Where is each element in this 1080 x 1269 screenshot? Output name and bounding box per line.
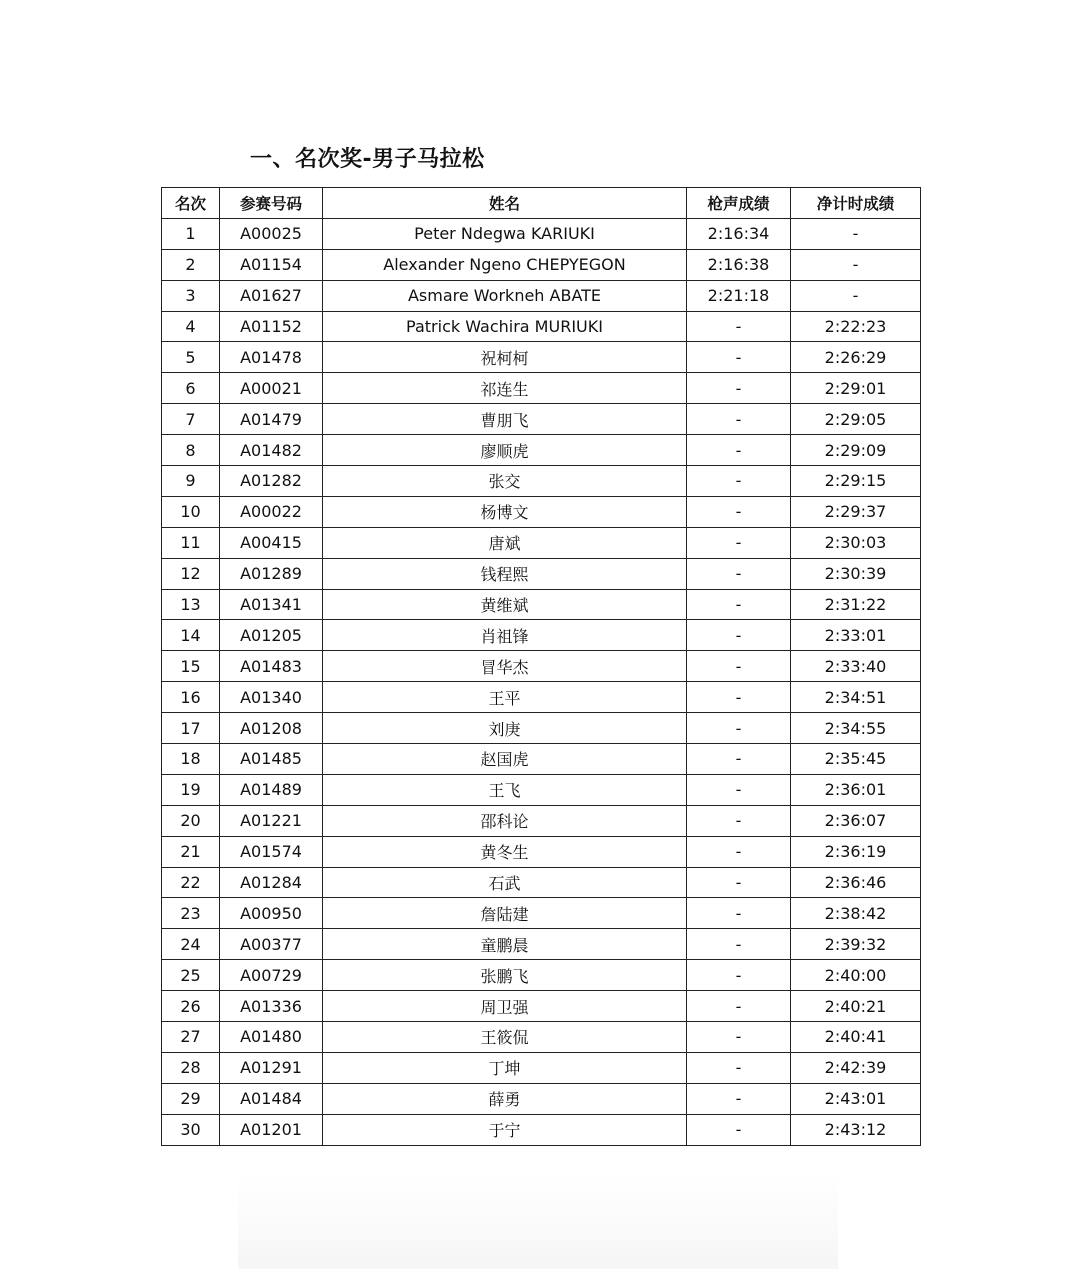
cell-name: 张鹏飞 <box>323 960 687 991</box>
cell-rank: 14 <box>162 620 220 651</box>
cell-bib: A01205 <box>220 620 323 651</box>
cell-gun-time: - <box>687 744 791 775</box>
table-row <box>162 404 921 435</box>
cell-gun-time: - <box>687 496 791 527</box>
cell-name: Peter Ndegwa KARIUKI <box>323 218 687 249</box>
cell-gun-time: - <box>687 867 791 898</box>
cell-gun-time: - <box>687 558 791 589</box>
cell-bib: A01201 <box>220 1114 323 1145</box>
cell-gun-time: - <box>687 991 791 1022</box>
cell-name: 王筱侃 <box>323 1022 687 1053</box>
cell-net-time: 2:40:00 <box>791 960 921 991</box>
cell-name: 杨博文 <box>323 496 687 527</box>
table-row <box>162 218 921 249</box>
cell-gun-time: - <box>687 342 791 373</box>
cell-gun-time: - <box>687 1114 791 1145</box>
table-row <box>162 651 921 682</box>
cell-name: 童鹏晨 <box>323 929 687 960</box>
cell-rank: 17 <box>162 713 220 744</box>
cell-rank: 24 <box>162 929 220 960</box>
table-row <box>162 280 921 311</box>
cell-net-time: 2:30:39 <box>791 558 921 589</box>
table-row <box>162 744 921 775</box>
cell-net-time: 2:35:45 <box>791 744 921 775</box>
cell-name: Patrick Wachira MURIUKI <box>323 311 687 342</box>
cell-bib: A01484 <box>220 1083 323 1114</box>
scan-shadow <box>238 1172 838 1269</box>
cell-rank: 2 <box>162 249 220 280</box>
cell-name: 祝柯柯 <box>323 342 687 373</box>
cell-name: 周卫强 <box>323 991 687 1022</box>
cell-name: 邵科论 <box>323 805 687 836</box>
cell-bib: A01627 <box>220 280 323 311</box>
cell-gun-time: 2:21:18 <box>687 280 791 311</box>
cell-rank: 11 <box>162 527 220 558</box>
cell-gun-time: - <box>687 1022 791 1053</box>
cell-name: 黄维斌 <box>323 589 687 620</box>
table-row <box>162 435 921 466</box>
cell-name: 唐斌 <box>323 527 687 558</box>
results-body <box>162 218 921 1145</box>
cell-rank: 18 <box>162 744 220 775</box>
cell-name: 石武 <box>323 867 687 898</box>
table-row <box>162 682 921 713</box>
table-row <box>162 1022 921 1053</box>
cell-rank: 10 <box>162 496 220 527</box>
cell-net-time: 2:36:46 <box>791 867 921 898</box>
cell-name: 于宁 <box>323 1114 687 1145</box>
cell-bib: A01482 <box>220 435 323 466</box>
cell-rank: 4 <box>162 311 220 342</box>
cell-rank: 8 <box>162 435 220 466</box>
table-row <box>162 836 921 867</box>
cell-net-time: 2:43:12 <box>791 1114 921 1145</box>
cell-gun-time: - <box>687 682 791 713</box>
cell-name: 祁连生 <box>323 373 687 404</box>
cell-name: Asmare Workneh ABATE <box>323 280 687 311</box>
cell-gun-time: - <box>687 1083 791 1114</box>
cell-net-time: 2:33:40 <box>791 651 921 682</box>
table-row <box>162 805 921 836</box>
table-row <box>162 1083 921 1114</box>
table-row <box>162 558 921 589</box>
table-row <box>162 620 921 651</box>
table-row <box>162 898 921 929</box>
cell-bib: A01336 <box>220 991 323 1022</box>
table-row <box>162 527 921 558</box>
cell-net-time: - <box>791 249 921 280</box>
cell-rank: 9 <box>162 466 220 497</box>
cell-name: 张交 <box>323 466 687 497</box>
cell-name: 曹朋飞 <box>323 404 687 435</box>
cell-name: Alexander Ngeno CHEPYEGON <box>323 249 687 280</box>
cell-bib: A01341 <box>220 589 323 620</box>
cell-gun-time: - <box>687 589 791 620</box>
table-header-row <box>162 188 921 219</box>
cell-rank: 23 <box>162 898 220 929</box>
cell-bib: A01483 <box>220 651 323 682</box>
cell-bib: A01480 <box>220 1022 323 1053</box>
cell-bib: A00377 <box>220 929 323 960</box>
cell-bib: A01284 <box>220 867 323 898</box>
header-bib: 参赛号码 <box>220 188 323 219</box>
cell-net-time: - <box>791 218 921 249</box>
cell-net-time: 2:29:37 <box>791 496 921 527</box>
cell-rank: 3 <box>162 280 220 311</box>
cell-bib: A00415 <box>220 527 323 558</box>
cell-rank: 7 <box>162 404 220 435</box>
cell-bib: A01574 <box>220 836 323 867</box>
table-row <box>162 960 921 991</box>
header-rank: 名次 <box>162 188 220 219</box>
table-row <box>162 1114 921 1145</box>
cell-name: 丁坤 <box>323 1052 687 1083</box>
cell-bib: A01208 <box>220 713 323 744</box>
cell-name: 肖祖锋 <box>323 620 687 651</box>
header-name: 姓名 <box>323 188 687 219</box>
cell-net-time: 2:43:01 <box>791 1083 921 1114</box>
cell-gun-time: - <box>687 404 791 435</box>
cell-rank: 25 <box>162 960 220 991</box>
table-row <box>162 589 921 620</box>
cell-name: 王飞 <box>323 774 687 805</box>
cell-bib: A01340 <box>220 682 323 713</box>
cell-rank: 21 <box>162 836 220 867</box>
cell-name: 刘庚 <box>323 713 687 744</box>
cell-net-time: 2:36:01 <box>791 774 921 805</box>
page-title: 一、名次奖-男子马拉松 <box>250 147 485 172</box>
cell-net-time: 2:26:29 <box>791 342 921 373</box>
cell-bib: A01221 <box>220 805 323 836</box>
cell-net-time: 2:29:15 <box>791 466 921 497</box>
cell-bib: A01289 <box>220 558 323 589</box>
cell-rank: 1 <box>162 218 220 249</box>
cell-gun-time: - <box>687 898 791 929</box>
cell-rank: 19 <box>162 774 220 805</box>
cell-gun-time: - <box>687 466 791 497</box>
cell-rank: 22 <box>162 867 220 898</box>
cell-gun-time: - <box>687 1052 791 1083</box>
results-table <box>161 187 921 1146</box>
cell-name: 黄冬生 <box>323 836 687 867</box>
cell-gun-time: - <box>687 960 791 991</box>
table-row <box>162 1052 921 1083</box>
table-row <box>162 774 921 805</box>
cell-gun-time: - <box>687 651 791 682</box>
cell-bib: A01485 <box>220 744 323 775</box>
cell-rank: 12 <box>162 558 220 589</box>
header-net-time: 净计时成绩 <box>791 188 921 219</box>
cell-rank: 6 <box>162 373 220 404</box>
table-row <box>162 929 921 960</box>
table-row <box>162 496 921 527</box>
cell-rank: 28 <box>162 1052 220 1083</box>
cell-bib: A01291 <box>220 1052 323 1083</box>
table-row <box>162 342 921 373</box>
table-row <box>162 466 921 497</box>
cell-net-time: 2:29:05 <box>791 404 921 435</box>
cell-gun-time: - <box>687 373 791 404</box>
cell-gun-time: - <box>687 311 791 342</box>
cell-gun-time: - <box>687 527 791 558</box>
cell-name: 冒华杰 <box>323 651 687 682</box>
cell-net-time: 2:30:03 <box>791 527 921 558</box>
cell-name: 赵国虎 <box>323 744 687 775</box>
cell-net-time: 2:29:09 <box>791 435 921 466</box>
cell-net-time: 2:34:51 <box>791 682 921 713</box>
cell-net-time: 2:22:23 <box>791 311 921 342</box>
cell-gun-time: - <box>687 929 791 960</box>
cell-name: 薛勇 <box>323 1083 687 1114</box>
cell-net-time: 2:31:22 <box>791 589 921 620</box>
cell-net-time: 2:42:39 <box>791 1052 921 1083</box>
cell-rank: 15 <box>162 651 220 682</box>
cell-bib: A00021 <box>220 373 323 404</box>
cell-rank: 16 <box>162 682 220 713</box>
cell-net-time: - <box>791 280 921 311</box>
cell-gun-time: - <box>687 836 791 867</box>
cell-net-time: 2:38:42 <box>791 898 921 929</box>
cell-bib: A01479 <box>220 404 323 435</box>
cell-name: 廖顺虎 <box>323 435 687 466</box>
table-row <box>162 249 921 280</box>
cell-rank: 29 <box>162 1083 220 1114</box>
table-row <box>162 991 921 1022</box>
cell-gun-time: - <box>687 774 791 805</box>
cell-net-time: 2:29:01 <box>791 373 921 404</box>
cell-bib: A01478 <box>220 342 323 373</box>
cell-rank: 20 <box>162 805 220 836</box>
cell-bib: A00025 <box>220 218 323 249</box>
cell-bib: A01489 <box>220 774 323 805</box>
cell-bib: A00729 <box>220 960 323 991</box>
cell-bib: A01152 <box>220 311 323 342</box>
cell-gun-time: 2:16:38 <box>687 249 791 280</box>
cell-name: 詹陆建 <box>323 898 687 929</box>
cell-bib: A01282 <box>220 466 323 497</box>
cell-gun-time: - <box>687 620 791 651</box>
cell-gun-time: 2:16:34 <box>687 218 791 249</box>
cell-net-time: 2:40:21 <box>791 991 921 1022</box>
table-row <box>162 311 921 342</box>
cell-net-time: 2:36:19 <box>791 836 921 867</box>
cell-net-time: 2:40:41 <box>791 1022 921 1053</box>
cell-bib: A00950 <box>220 898 323 929</box>
cell-rank: 27 <box>162 1022 220 1053</box>
table-row <box>162 713 921 744</box>
cell-gun-time: - <box>687 713 791 744</box>
cell-rank: 13 <box>162 589 220 620</box>
table-row <box>162 373 921 404</box>
header-gun-time: 枪声成绩 <box>687 188 791 219</box>
cell-name: 钱程熙 <box>323 558 687 589</box>
cell-gun-time: - <box>687 805 791 836</box>
table-row <box>162 867 921 898</box>
cell-net-time: 2:33:01 <box>791 620 921 651</box>
cell-name: 王平 <box>323 682 687 713</box>
cell-net-time: 2:39:32 <box>791 929 921 960</box>
cell-rank: 5 <box>162 342 220 373</box>
cell-net-time: 2:34:55 <box>791 713 921 744</box>
cell-gun-time: - <box>687 435 791 466</box>
cell-rank: 26 <box>162 991 220 1022</box>
cell-bib: A01154 <box>220 249 323 280</box>
cell-bib: A00022 <box>220 496 323 527</box>
cell-net-time: 2:36:07 <box>791 805 921 836</box>
cell-rank: 30 <box>162 1114 220 1145</box>
